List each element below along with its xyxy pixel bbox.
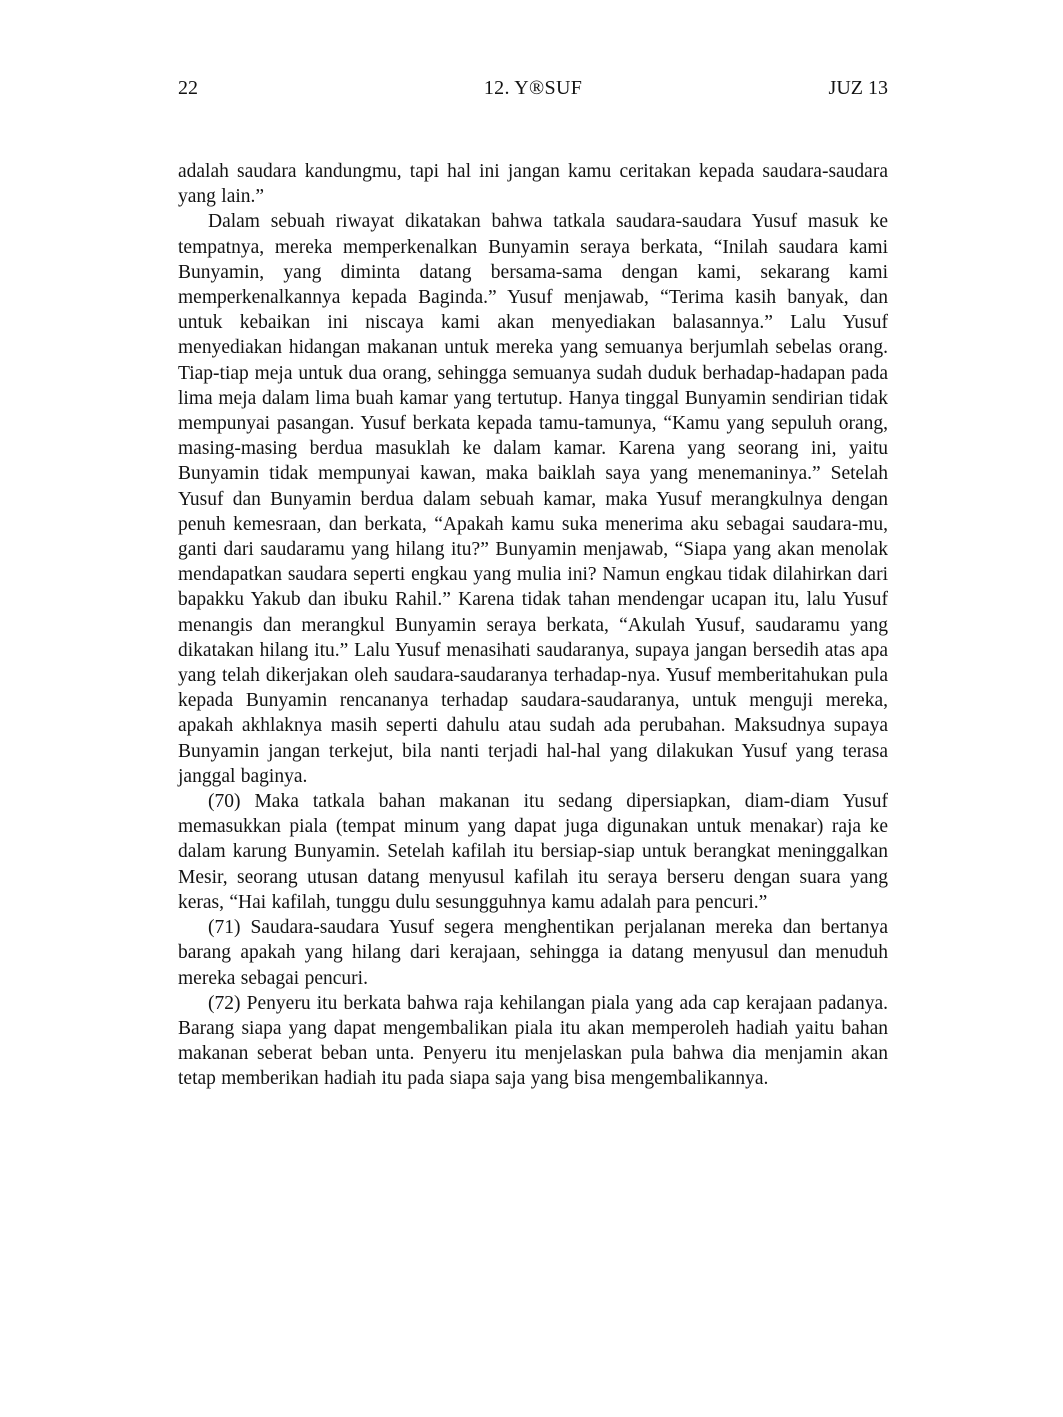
paragraph-verse-71: (71) Saudara-saudara Yusuf segera menghentikan perjalanan mereka dan bertanya barang apakah yang hilang dari kerajaan, sehingga ia datang menyusul dan menuduh mereka sebagai pencuri. — [178, 917, 888, 989]
paragraph-riwayat: Dalam sebuah riwayat dikatakan bahwa tatkala saudara-saudara Yusuf masuk ke tempatnya, mereka memperkenalkan Bunyamin seraya berkata, “Inilah saudara kami Bunyamin, yang diminta datang bersama-sama dengan kami, sekarang kami memperkenalkannya kepada Baginda.” Yusuf menjawab, “Terima kasih banyak, dan untuk kebaikan ini niscaya kami akan menyediakan balasannya.” Lalu Yusuf menyediakan hidangan makanan untuk mereka yang semuanya berjumlah sebelas orang. Tiap-tiap meja untuk dua orang, sehingga semuanya sudah duduk berhadap-hadapan pada lima meja dalam lima buah kamar yang tertutup. Hanya tinggal Bunyamin sendirian tidak mempunyai pasangan. Yusuf berkata kepada tamu-tamunya, “Kamu yang sepuluh orang, masing-masing berdua masuklah ke dalam kamar. Karena yang seorang ini, yaitu Bunyamin tidak mempunyai kawan, maka baiklah saya yang menemaninya.” Setelah Yusuf dan Bunyamin berdua dalam sebuah kamar, maka Yusuf merangkulnya dengan penuh kemesraan, dan berkata, “Apakah kamu suka menerima aku sebagai saudara-mu, ganti dari saudaramu yang hilang itu?” Bunyamin menjawab, “Siapa yang akan menolak mendapatkan saudara seperti engkau yang mulia ini? Namun engkau tidak dilahirkan dari bapakku Yakub dan ibuku Rahil.” Karena tidak tahan mendengar ucapan itu, lalu Yusuf menangis dan merangkul Bunyamin seraya berkata, “Akulah Yusuf, saudaramu yang dikatakan hilang itu.” Lalu Yusuf menasihati saudaranya, supaya jangan bersedih atas apa yang telah dikerjakan oleh saudara-saudaranya terhadap-nya. Yusuf memberitahukan pula kepada Bunyamin rencananya terhadap saudara-saudaranya, untuk menguji mereka, apakah akhlaknya masih seperti dahulu atau sudah ada perubahan. Maksudnya supaya Bunyamin jangan terkejut, bila nanti terjadi hal-hal yang dilakukan Yusuf yang terasa janggal baginya. — [178, 211, 888, 787]
chapter-title: 12. Y®SUF — [483, 77, 583, 99]
juz-label: JUZ 13 — [828, 77, 888, 99]
paragraph-verse-70: (70) Maka tatkala bahan makanan itu sedang dipersiapkan, diam-diam Yusuf memasukkan piala (tempat minum yang dapat juga digunakan untuk menakar) raja ke dalam karung Bunyamin. Setelah kafilah itu bersiap-siap untuk berangkat meninggalkan Mesir, seorang utusan datang menyusul kafilah itu seraya berseru dengan suara yang keras, “Hai kafilah, tunggu dulu sesungguhnya kamu adalah para pencuri.” — [178, 791, 888, 913]
page-number: 22 — [178, 77, 198, 99]
page-header — [178, 76, 888, 101]
paragraph-verse-72: (72) Penyeru itu berkata bahwa raja kehilangan piala yang ada cap kerajaan padanya. Barang siapa yang dapat mengembalikan piala itu akan memperoleh hadiah yaitu bahan makanan seberat beban unta. Penyeru itu menjelaskan pula bahwa dia menjamin akan tetap memberikan hadiah itu pada siapa saja yang bisa mengembalikannya. — [178, 992, 888, 1090]
body-text — [178, 159, 888, 1092]
paragraph-continuation: adalah saudara kandungmu, tapi hal ini jangan kamu ceritakan kepada saudara-saudara yang lain.” — [178, 161, 888, 208]
page-content — [178, 76, 888, 1092]
